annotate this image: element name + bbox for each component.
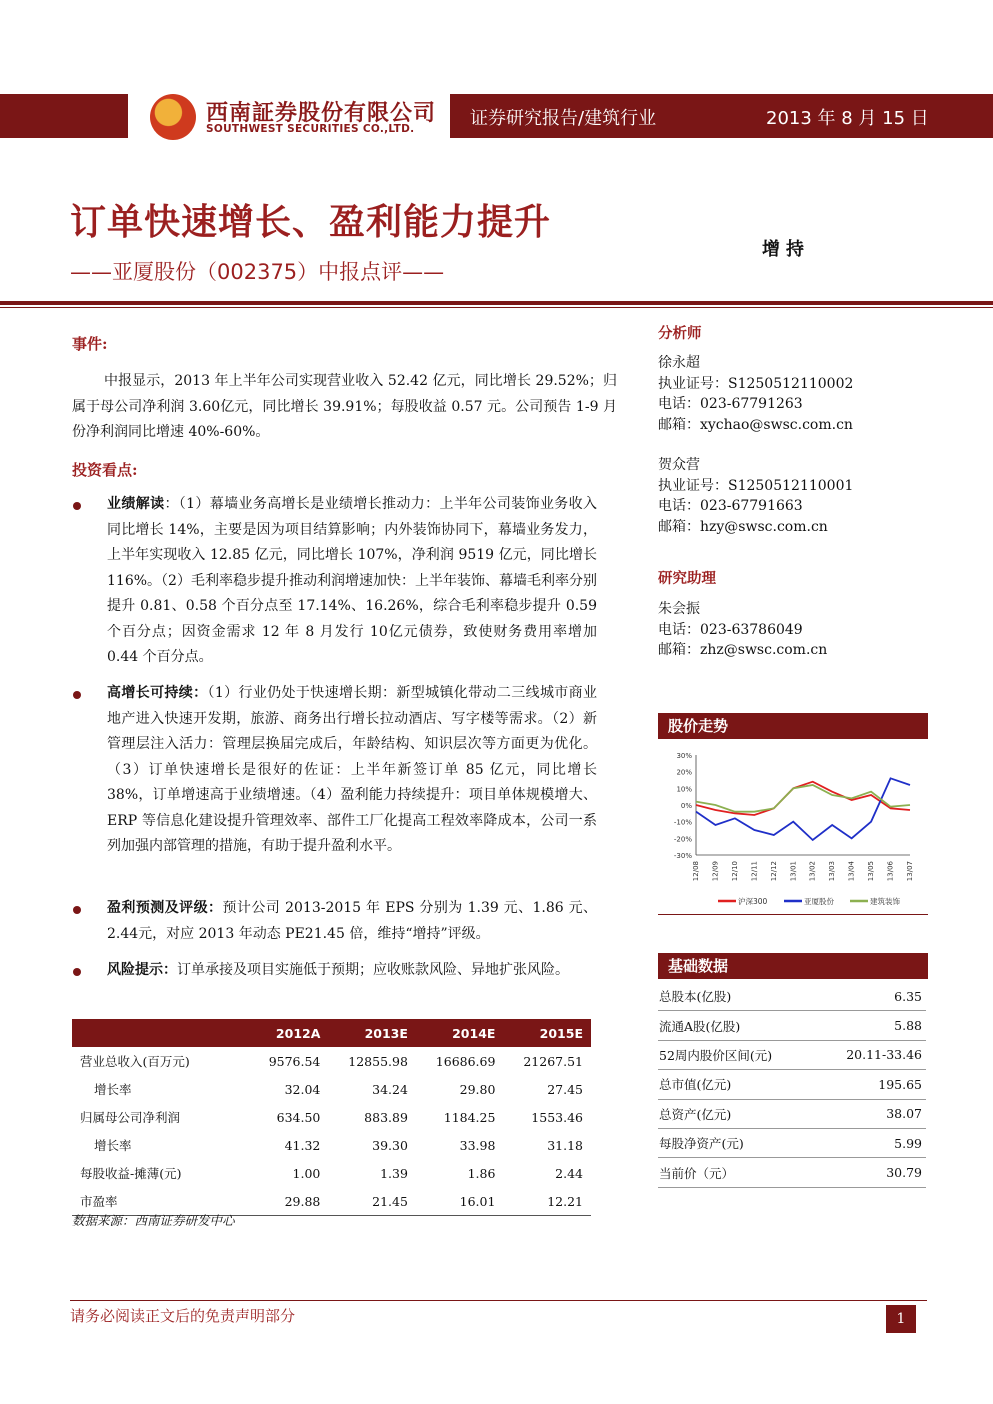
table-row [72, 1159, 591, 1187]
legend-label: 建筑装饰 [870, 897, 900, 906]
table-cell: 16.01 [416, 1187, 504, 1216]
basic-data-label: 当前价（元） [658, 1158, 816, 1187]
analyst-email[interactable]: 邮箱：hzy@swsc.com.cn [658, 518, 828, 535]
table-cell: 12855.98 [348, 1053, 408, 1069]
basic-data-value: 20.11-33.46 [816, 1040, 927, 1069]
view-item [107, 681, 597, 860]
view-text: （1）幕墙业务高增长是业绩增长推动力：上半年公司装饰业务收入同比增长 14%，主要是因为项目结算影响；内外装饰协同下，幕墙业务发力，上半年实现收入 12.85 亿元，同比增长 107%，净利润 9519 亿元，同比增长 116%。（2）毛利率稳步提升推动利润增速加快：上半年装饰、幕墙毛利率分别提升 0.81、0.58 个百分点至 17.14%、16.26%，综合毛利率稳步提升 0.59 个百分点；因资金需求 12 年 8 月发行 10亿元债券，致使财务费用率增加 0.44 个百分点。 [107, 496, 598, 665]
x-tick-label: 13/05 [867, 861, 876, 882]
basic-data-row [658, 1040, 926, 1069]
table-header-cell: 2013E [328, 1019, 416, 1047]
table-cell: 31.18 [547, 1137, 583, 1153]
table-row [72, 1047, 591, 1075]
analyst-name: 贺众营 [658, 457, 700, 473]
table-cell: 1.00 [292, 1165, 321, 1181]
y-tick-label: 0% [680, 802, 692, 810]
table-cell: 29.80 [459, 1081, 496, 1097]
table-row [72, 1075, 591, 1103]
row-label: 营业总收入(百万元) [80, 1054, 190, 1069]
table-cell: 2.44 [555, 1165, 583, 1181]
table-cell: 29.88 [251, 1187, 328, 1216]
analyst-email[interactable]: 邮箱：xychao@swsc.com.cn [658, 416, 853, 433]
table-cell: 39.30 [372, 1137, 408, 1153]
basic-data-value: 195.65 [816, 1070, 927, 1099]
analyst-block [658, 455, 853, 537]
legend-label: 亚厦股份 [804, 897, 834, 906]
data-source: 数据来源：西南证券研发中心 [72, 1213, 235, 1228]
table-cell: 21.45 [328, 1187, 416, 1216]
view-label: 高增长可持续： [107, 685, 208, 701]
basic-data-value: 5.88 [816, 1011, 927, 1040]
table-cell: 16686.69 [435, 1053, 496, 1069]
y-tick-label: -20% [673, 835, 692, 844]
report-subtitle: ——亚厦股份（002375）中报点评—— [70, 260, 445, 284]
analyst-cert: 执业证号：S1250512110001 [658, 477, 854, 494]
y-tick-label: 30% [676, 752, 692, 760]
footer-disclaimer: 请务必阅读正文后的免责声明部分 [70, 1307, 296, 1325]
table-cell: 883.89 [364, 1109, 408, 1125]
table-header-cell: 2015E [503, 1019, 591, 1047]
table-row [72, 1103, 591, 1131]
basic-data-label: 52周内股价区间(元) [658, 1040, 816, 1069]
x-tick-label: 13/04 [847, 861, 856, 882]
basic-data-label: 总股本(亿股) [658, 982, 816, 1011]
view-item [107, 896, 597, 947]
table-cell: 1.39 [380, 1165, 408, 1181]
view-label: 盈利预测及评级： [107, 900, 223, 916]
view-text: 订单承接及项目实施低于预期；应收账款风险、异地扩张风险。 [177, 962, 569, 978]
table-row [72, 1131, 591, 1159]
x-tick-label: 13/06 [886, 861, 895, 882]
assistant-email[interactable]: 邮箱：zhz@swsc.com.cn [658, 642, 828, 658]
table-cell: 1553.46 [531, 1109, 583, 1125]
forecast-table [72, 1019, 591, 1216]
view-text: 预计公司 2013-2015 年 EPS 分别为 1.39 元、1.86 元、2.44元，对应 2013 年动态 PE21.45 倍，维持“增持”评级。 [107, 900, 598, 942]
x-tick-label: 12/09 [711, 861, 720, 882]
x-tick-label: 12/10 [730, 861, 739, 882]
basic-data-value: 6.35 [816, 982, 927, 1011]
x-tick-label: 13/03 [828, 861, 837, 882]
view-label: 业绩解读 [107, 496, 165, 512]
bullet-icon [73, 691, 81, 699]
report-date: 2013 年 8 月 15 日 [766, 108, 929, 129]
report-category: 证券研究报告/建筑行业 [470, 108, 657, 129]
table-cell: 33.98 [459, 1137, 496, 1153]
table-cell: 27.45 [547, 1081, 583, 1097]
x-tick-label: 12/08 [692, 861, 700, 882]
chart-bottom-rule [658, 914, 928, 915]
row-label: 市盈率 [72, 1187, 251, 1216]
views-heading: 投资看点: [72, 461, 138, 479]
company-name-cn: 西南証券股份有限公司 [206, 100, 437, 126]
company-logo-icon [150, 94, 196, 140]
row-label: 增长率 [94, 1138, 132, 1153]
stock-chart [658, 741, 928, 911]
basic-data-value: 38.07 [816, 1099, 927, 1128]
x-tick-label: 12/11 [750, 861, 759, 882]
view-item [107, 492, 597, 671]
assistant-phone: 电话：023-63786049 [658, 621, 803, 638]
bullet-icon [73, 906, 81, 914]
analyst-phone: 电话：023-67791263 [658, 396, 803, 412]
analyst-heading: 分析师 [658, 325, 702, 342]
row-label: 归属母公司净利润 [80, 1110, 181, 1125]
view-item [107, 958, 597, 984]
basic-data-row [658, 1158, 926, 1187]
view-label: 风险提示： [107, 962, 177, 978]
table-cell: 41.32 [284, 1137, 321, 1153]
assistant-block [658, 599, 827, 661]
table-cell: 9576.54 [268, 1053, 321, 1069]
bullet-icon [73, 502, 81, 510]
event-heading: 事件: [72, 335, 108, 353]
table-header-cell [72, 1019, 251, 1047]
analyst-cert: 执业证号：S1250512110002 [658, 375, 854, 392]
assistant-name: 朱会振 [658, 601, 700, 617]
basic-data-row [658, 1099, 926, 1128]
y-tick-label: 20% [676, 768, 692, 777]
report-title: 订单快速增长、盈利能力提升 [70, 201, 552, 243]
table-cell: 1.86 [467, 1165, 496, 1181]
view-sep: ： [164, 496, 179, 512]
event-text: 中报显示，2013 年上半年公司实现营业收入 52.42 亿元，同比增长 29.52%；归属于母公司净利润 3.60亿元，同比增长 39.91%；每股收益 0.57 元。公司预告 1-9 月份净利润同比增速 40%-60%。 [72, 373, 617, 440]
title-divider [0, 301, 993, 305]
table-header-cell: 2012A [251, 1019, 328, 1047]
rating: 增持 [762, 239, 810, 260]
header-band-left [0, 94, 128, 138]
row-label: 增长率 [94, 1082, 132, 1097]
stock-chart-title: 股价走势 [658, 713, 928, 739]
basic-data-label: 流通A股(亿股) [658, 1011, 816, 1040]
x-tick-label: 13/07 [906, 861, 914, 882]
table-header-cell: 2014E [416, 1019, 504, 1047]
bullet-icon [73, 968, 81, 976]
basic-data-row [658, 1128, 926, 1157]
basic-data-label: 总资产(亿元) [658, 1099, 816, 1128]
company-name-en: SOUTHWEST SECURITIES CO.,LTD. [206, 123, 415, 135]
basic-data-value: 5.99 [816, 1128, 927, 1157]
assistant-heading: 研究助理 [658, 570, 716, 587]
legend-label: 沪深300 [738, 897, 768, 906]
x-tick-label: 13/01 [789, 861, 798, 882]
basic-data-row [658, 982, 926, 1011]
basic-data-row [658, 1011, 926, 1040]
page-number: 1 [886, 1305, 916, 1333]
basic-data-label: 每股净资产(元) [658, 1128, 816, 1157]
basic-data-row [658, 1070, 926, 1099]
analyst-phone: 电话：023-67791663 [658, 498, 803, 514]
y-tick-label: 10% [676, 785, 692, 794]
table-cell: 634.50 [276, 1109, 321, 1125]
basic-data-title: 基础数据 [658, 953, 928, 979]
analyst-block [658, 353, 853, 435]
footer-rule [70, 1300, 927, 1301]
basic-data-label: 总市值(亿元) [658, 1070, 816, 1099]
table-cell: 12.21 [503, 1187, 591, 1216]
title-divider-thin [0, 307, 993, 308]
row-label: 每股收益-摊薄(元) [80, 1166, 182, 1181]
x-tick-label: 12/12 [769, 861, 778, 882]
table-cell: 34.24 [372, 1081, 408, 1097]
basic-data-table [658, 982, 926, 1188]
y-tick-label: -30% [673, 852, 692, 860]
table-cell: 21267.51 [523, 1053, 583, 1069]
view-text: （1）行业仍处于快速增长期：新型城镇化带动二三线城市商业地产进入快速开发期，旅游、商务出行增长拉动酒店、写字楼等需求。（2）新管理层注入活力：管理层换届完成后，年龄结构、知识层次等方面更为优化。（3）订单快速增长是很好的佐证：上半年新签订单 85 亿元，同比增长 38%，订单增速高于业绩增速。（4）盈利能力持续提升：项目单体规模增大、ERP 等信息化建设提升管理效率、部件工厂化提高工程效率降成本，公司一系列加强内部管理的措施，有助于提升盈利水平。 [107, 685, 598, 854]
y-tick-label: -10% [673, 818, 692, 827]
analyst-name: 徐永超 [658, 355, 700, 371]
table-header-row [72, 1019, 591, 1047]
x-tick-label: 13/02 [808, 861, 817, 882]
table-cell: 32.04 [284, 1081, 321, 1097]
basic-data-value: 30.79 [816, 1158, 927, 1187]
table-cell: 1184.25 [443, 1109, 496, 1125]
